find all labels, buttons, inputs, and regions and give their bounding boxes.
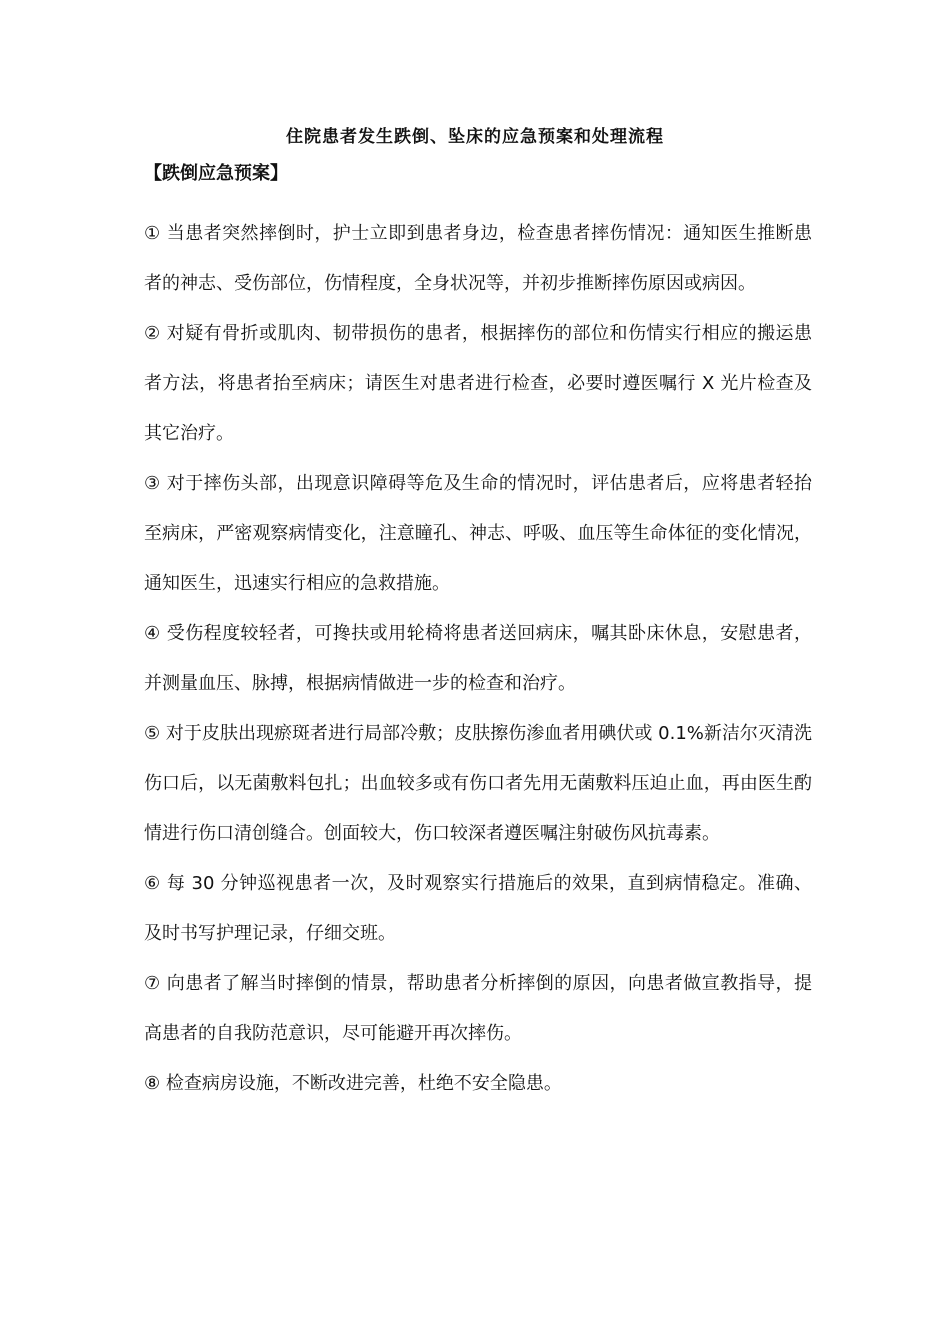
paragraph-6: ⑥ 每 30 分钟巡视患者一次，及时观察实行措施后的效果，直到病情稳定。准确、及时书写护理记录，仔细交班。 (144, 873, 812, 944)
paragraph-list (144, 209, 812, 1109)
section-heading: 【跌倒应急预案】 (144, 163, 288, 184)
paragraph-4: ④ 受伤程度较轻者，可搀扶或用轮椅将患者送回病床，嘱其卧床休息，安慰患者，并测量血压、脉搏，根据病情做进一步的检查和治疗。 (144, 623, 812, 694)
paragraph-2: ② 对疑有骨折或肌肉、韧带损伤的患者，根据摔伤的部位和伤情实行相应的搬运患者方法，将患者抬至病床；请医生对患者进行检查，必要时遵医嘱行 X 光片检查及其它治疗。 (144, 323, 812, 444)
document-title: 住院患者发生跌倒、坠床的应急预案和处理流程 (286, 127, 664, 147)
paragraph-8: ⑧ 检查病房设施，不断改进完善，杜绝不安全隐患。 (144, 1073, 562, 1094)
paragraph-1: ① 当患者突然摔倒时，护士立即到患者身边，检查患者摔伤情况：通知医生推断患者的神志、受伤部位，伤情程度，全身状况等，并初步推断摔伤原因或病因。 (144, 223, 812, 294)
paragraph-3: ③ 对于摔伤头部，出现意识障碍等危及生命的情况时，评估患者后，应将患者轻抬至病床，严密观察病情变化，注意瞳孔、神志、呼吸、血压等生命体征的变化情况，通知医生，迅速实行相应的急救措施。 (144, 473, 812, 594)
paragraph-7: ⑦ 向患者了解当时摔倒的情景，帮助患者分析摔倒的原因，向患者做宣教指导，提高患者的自我防范意识，尽可能避开再次摔伤。 (144, 973, 812, 1044)
paragraph-5: ⑤ 对于皮肤出现瘀斑者进行局部冷敷；皮肤擦伤渗血者用碘伏或 0.1%新洁尔灭清洗伤口后，以无菌敷料包扎；出血较多或有伤口者先用无菌敷料压迫止血，再由医生酌情进行伤口清创缝合。创面较大，伤口较深者遵医嘱注射破伤风抗毒素。 (144, 723, 812, 844)
